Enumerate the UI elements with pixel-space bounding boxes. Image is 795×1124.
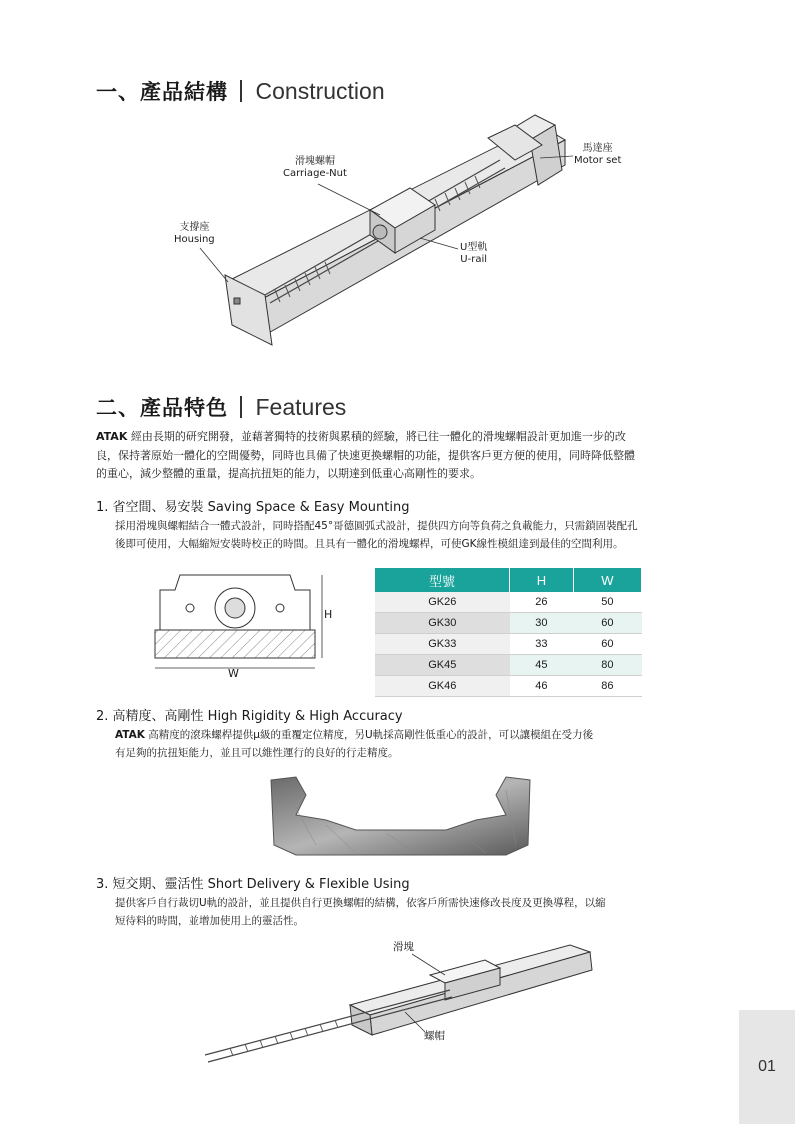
section-1-title-en: Construction bbox=[255, 77, 385, 104]
feature-1-title: 1. 省空間、易安裝 Saving Space & Easy Mounting bbox=[96, 500, 410, 515]
model-cell: GK30 bbox=[375, 613, 510, 634]
table-row bbox=[375, 613, 642, 634]
motor-set-label-zh: 馬達座 bbox=[582, 143, 613, 154]
carriage-nut-label-zh: 滑塊螺帽 bbox=[294, 156, 335, 167]
cross-section-diagram bbox=[150, 570, 350, 682]
u-rail-label-zh: U型軌 bbox=[460, 242, 488, 253]
h-cell: 46 bbox=[510, 676, 574, 697]
slider-screw-illustration bbox=[200, 940, 600, 1065]
housing-label-en: Housing bbox=[174, 234, 215, 245]
feature-2-brand: ATAK bbox=[115, 729, 145, 741]
u-rail-label-en: U-rail bbox=[460, 254, 488, 265]
intro-line-1: 經由長期的研究開發，並藉著獨特的技術與累積的經驗，將已往一體化的滑塊螺帽設計更加進一步的改 bbox=[127, 430, 626, 443]
spec-table bbox=[375, 568, 642, 697]
carriage-nut-label-en: Carriage-Nut bbox=[283, 168, 347, 179]
feature-3-line-1: 提供客戶自行裁切U軌的設計，並且提供自行更換螺帽的結構，依客戶所需快速修改長度及更換導程，以縮 bbox=[115, 897, 606, 909]
model-cell: GK45 bbox=[375, 655, 510, 676]
w-cell: 86 bbox=[573, 676, 641, 697]
feature-2-line-1: 高精度的滾珠螺桿提供μ級的重覆定位精度，另U軌採高剛性低重心的設計，可以讓模組在受力後 bbox=[144, 729, 594, 741]
intro-brand: ATAK bbox=[96, 430, 128, 443]
feature-2-line-2: 有足夠的抗扭矩能力，並且可以維性運行的良好的行走精度。 bbox=[115, 747, 399, 759]
w-cell: 60 bbox=[573, 613, 641, 634]
motor-set-label-en: Motor set bbox=[574, 155, 622, 166]
table-row bbox=[375, 634, 642, 655]
model-cell: GK33 bbox=[375, 634, 510, 655]
w-cell: 50 bbox=[573, 592, 641, 613]
header-w: W bbox=[573, 568, 641, 592]
feature-1-body bbox=[115, 517, 705, 553]
feature-2-title: 2. 高精度、高剛性 High Rigidity & High Accuracy bbox=[96, 709, 403, 724]
feature-3-body bbox=[115, 894, 705, 930]
dim-h-label: H bbox=[324, 608, 333, 621]
housing-label-zh: 支撐座 bbox=[179, 222, 210, 233]
spec-table-header bbox=[375, 568, 642, 592]
header-model: 型號 bbox=[375, 568, 510, 592]
feature-3-title: 3. 短交期、靈活性 Short Delivery & Flexible Using bbox=[96, 877, 410, 892]
feature-1-line-1: 採用滑塊與螺帽結合一體式設計，同時搭配45°哥德圓弧式設計，提供四方向等負荷之負載能力，只需鎖固裝配孔 bbox=[115, 520, 638, 532]
feature-3-line-2: 短待料的時間，並增加使用上的靈活性。 bbox=[115, 915, 304, 927]
h-cell: 45 bbox=[510, 655, 574, 676]
features-intro bbox=[96, 428, 706, 484]
model-cell: GK46 bbox=[375, 676, 510, 697]
construction-leader-lines bbox=[0, 0, 795, 400]
h-cell: 30 bbox=[510, 613, 574, 634]
h-cell: 26 bbox=[510, 592, 574, 613]
slider-label: 滑塊 bbox=[393, 941, 414, 953]
header-h: H bbox=[510, 568, 574, 592]
intro-line-2: 良，保持著原始一體化的空間優勢，同時也具備了快速更換螺帽的功能，提供客戶更方便的使用，同時降低整體 bbox=[96, 448, 635, 462]
table-row bbox=[375, 676, 642, 697]
dim-w-label: W bbox=[228, 667, 239, 680]
page-number-box bbox=[739, 1010, 795, 1124]
model-cell: GK26 bbox=[375, 592, 510, 613]
section-1-title-zh: 一、產品結構 bbox=[96, 80, 228, 104]
h-cell: 33 bbox=[510, 634, 574, 655]
u-rail-fea-diagram bbox=[266, 775, 534, 859]
intro-line-3: 的重心，減少整體的重量，提高抗扭矩的能力，以期達到低重心高剛性的要求。 bbox=[96, 467, 481, 480]
table-row bbox=[375, 655, 642, 676]
section-2-title-en: Features bbox=[255, 393, 347, 420]
section-2-title bbox=[96, 392, 346, 422]
w-cell: 80 bbox=[573, 655, 641, 676]
page-number: 01 bbox=[758, 1058, 776, 1075]
nut-label: 螺帽 bbox=[424, 1030, 445, 1042]
feature-1-line-2: 後即可使用，大幅縮短安裝時校正的時間。且具有一體化的滑塊螺桿，可使GK線性模組達到最佳的空間利用。 bbox=[115, 538, 624, 550]
section-2-title-zh: 二、產品特色 bbox=[96, 396, 228, 420]
table-row bbox=[375, 592, 642, 613]
feature-2-body bbox=[115, 726, 705, 762]
title-divider bbox=[240, 396, 242, 418]
w-cell: 60 bbox=[573, 634, 641, 655]
